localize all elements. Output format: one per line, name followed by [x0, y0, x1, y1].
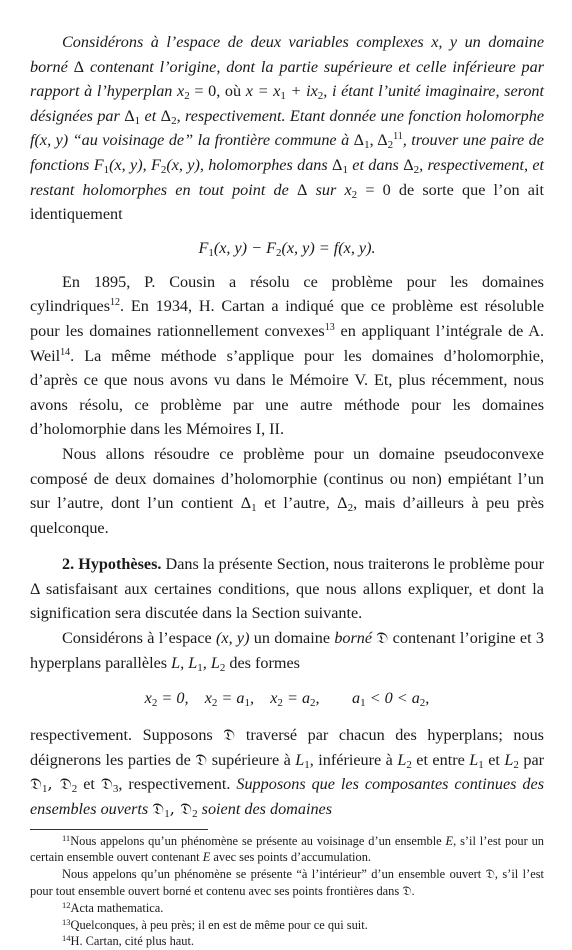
math: (x, y) − F	[213, 238, 276, 257]
text-run: ,	[323, 82, 332, 101]
text-run: un domaine borné	[30, 33, 545, 76]
subscript: 2	[275, 246, 282, 259]
text-run: avec ses points d’accumulation.	[210, 850, 371, 865]
math: E	[445, 833, 454, 848]
text-run: sur	[307, 180, 345, 199]
math: x	[144, 689, 152, 708]
footnote-14	[30, 933, 544, 950]
text-run: étant l’unité imaginaire, seront désignées par	[30, 82, 545, 125]
emphasis: Supposons que les composantes continues des ensembles ouverts	[30, 775, 544, 819]
math: (x, y)	[166, 155, 200, 174]
subscript: 2	[513, 758, 519, 771]
math: = 0, x	[157, 689, 212, 708]
section-heading: 2. Hypothèses.	[62, 555, 162, 574]
math: , a	[315, 689, 361, 708]
subscript: 1	[134, 114, 141, 127]
math: L, L	[171, 653, 198, 672]
math: Δ	[240, 494, 252, 513]
text-run: .	[411, 884, 415, 899]
footnote-11	[30, 833, 544, 867]
text-run: , holomorphes dans	[199, 155, 333, 174]
math: + ix	[285, 82, 318, 101]
math: (x, y) = f(x, y).	[281, 238, 376, 257]
fraktur-symbol: 𝔇	[485, 866, 495, 882]
fraktur-symbol: 𝔇	[30, 774, 43, 794]
text-run: Nous appelons qu’un phénomène se présente “à l’intérieur” d’un ensemble ouvert	[62, 867, 486, 882]
text-run: en appliquant l’intégrale de A. Weil	[30, 321, 544, 365]
math: F	[198, 238, 209, 257]
math: = a	[282, 689, 311, 708]
subscript: 1	[42, 783, 48, 796]
subscript: 1	[342, 163, 348, 176]
subscript: 2	[347, 502, 354, 515]
math: ,	[425, 689, 430, 708]
subscript: 1	[364, 139, 370, 152]
paragraph-parts	[30, 723, 544, 821]
emphasis: borné	[334, 629, 373, 648]
math: , Δ	[369, 131, 388, 150]
math: F	[93, 155, 104, 174]
math: x = x	[245, 82, 281, 101]
math: Δ	[353, 131, 365, 150]
equation-1	[30, 235, 544, 261]
text-run: Considérons à l’espace	[62, 629, 217, 648]
subscript: 2	[160, 163, 167, 176]
subscript: 2	[192, 808, 198, 821]
footnote-number: 12	[62, 899, 71, 910]
text-run: Considérons à l’espace de deux variables complexes	[62, 33, 432, 51]
subscript: 1	[251, 502, 257, 515]
math: < 0 < a	[365, 689, 420, 708]
footnote-number: 14	[62, 933, 71, 944]
text-run: supérieure à	[207, 750, 296, 769]
math: Δ	[124, 106, 135, 125]
subscript: 2	[419, 697, 426, 710]
subscript: 2	[310, 697, 316, 710]
text-run: , respectivement, et restant holomorphes en tout point de	[30, 155, 545, 199]
fraktur-symbol: , 𝔇	[47, 774, 72, 794]
subscript: 2	[171, 114, 177, 127]
paragraph-history	[30, 270, 544, 442]
text-run: Nous appelons qu’un phénomène se présente au voisinage d’un ensemble	[70, 833, 446, 848]
text-run: Quelconques, à peu près; il en est de même pour ce qui suit.	[70, 917, 368, 932]
subscript: 2	[387, 139, 394, 152]
text-run: , trouver une paire de fonctions	[30, 131, 544, 174]
footnote-ref-14[interactable]: 14	[60, 346, 71, 358]
subscript: 2	[184, 90, 190, 103]
subscript: 2	[351, 188, 358, 201]
footnote-12	[30, 900, 544, 917]
text-run: . En 1934, H. Cartan a indiqué que ce problème est résoluble pour les domaines rationnellement convexes	[30, 297, 544, 340]
text-run: par	[518, 750, 545, 769]
text-run: contenant l’origine et 3 hyperplans parallèles	[30, 629, 544, 672]
subscript: 2	[151, 697, 158, 710]
text-run: , mais d’ailleurs à peu près quelconque.	[30, 494, 544, 537]
math: Δ	[30, 579, 40, 598]
math: (x, y)	[216, 629, 250, 648]
fraktur-symbol: 𝔇	[376, 628, 389, 648]
math: L	[504, 750, 514, 769]
paragraph-goal	[30, 442, 544, 540]
math: x	[344, 180, 352, 199]
math: Δ	[296, 180, 308, 199]
subscript: 1	[208, 246, 214, 259]
subscript: 2	[413, 163, 420, 176]
math: = a	[217, 689, 245, 708]
subscript: 2	[211, 697, 218, 710]
math: Δ	[332, 155, 343, 174]
math: E	[202, 850, 211, 865]
subscript: 1	[478, 758, 484, 771]
math: L	[469, 750, 479, 769]
text-run: Dans la présente Section, nous traiterons le problème pour	[161, 555, 544, 574]
text-run: = 0 de sorte que l’on ait identiquement	[30, 180, 544, 224]
text-run: des formes	[225, 653, 300, 672]
text-run: et dans	[347, 155, 404, 174]
text-run: , respectivement.	[118, 775, 237, 794]
subscript: 1	[244, 697, 250, 710]
subscript: 2	[317, 90, 324, 103]
math: , x	[250, 689, 278, 708]
subscript: 3	[112, 783, 119, 796]
text-run: , respectivement. Etant donnée une fonction holomorphe	[176, 106, 545, 125]
math: x, y	[431, 33, 458, 51]
text-run: et	[140, 106, 161, 125]
math: i	[331, 82, 337, 101]
text-run: En 1895, P. Cousin a résolu ce problème pour les domaines cylindriques	[30, 272, 544, 316]
text-run: et entre	[411, 750, 470, 769]
footnote-rule	[30, 829, 208, 830]
subscript: 2	[71, 783, 78, 796]
subscript: 1	[304, 758, 310, 771]
text-run: et l’autre,	[256, 494, 338, 513]
text-run: , s’il l’est pour un certain ensemble ouvert contenant	[30, 833, 544, 865]
text-run: . La même méthode s’applique pour les domaines d’holomorphie, d’après ce que nous avons vu dans le Mémoire V. Et, plus récemment, nous avons résolu, ce problème par une autre méthode pour les domaines d’holomorphie dans les Mémoires I, II.	[30, 346, 544, 439]
subscript: 1	[103, 163, 110, 176]
math: f(x, y)	[30, 131, 69, 150]
footnote-ref-12[interactable]: 12	[110, 297, 121, 309]
fraktur-symbol: 𝔇	[152, 799, 165, 819]
subscript: 2	[406, 758, 412, 771]
text-run: Acta mathematica.	[70, 900, 164, 915]
math: Δ	[73, 57, 85, 76]
emphasis: soient des domaines	[197, 800, 333, 819]
footnote-13	[30, 917, 544, 934]
equation-2	[30, 685, 544, 711]
math: Δ	[403, 155, 414, 174]
text-run: contenant l’origine, dont la partie supérieure et celle inférieure par rapport à l’hyperplan	[30, 57, 545, 101]
math: Δ	[337, 494, 348, 513]
footnote-number: 13	[62, 916, 71, 927]
subscript: 1	[280, 90, 286, 103]
subscript: 1	[197, 661, 203, 674]
text-run: , inférieure à	[309, 750, 398, 769]
math: x	[177, 82, 185, 101]
text-run: H. Cartan, cité plus haut.	[70, 934, 195, 949]
text-run: respectivement. Supposons	[30, 726, 224, 745]
subscript: 1	[164, 808, 170, 821]
fraktur-symbol: 𝔇	[223, 725, 236, 745]
problem-statement	[30, 30, 544, 227]
text-run: , s’il l’est pour tout ensemble ouvert borné et contenu avec ses points frontières dans	[30, 867, 544, 899]
section-2	[30, 552, 544, 626]
text-run: et	[77, 775, 101, 794]
footnotes	[30, 833, 544, 950]
subscript: 1	[360, 697, 366, 710]
fraktur-symbol: 𝔇	[100, 774, 113, 794]
text-run: Nous allons résoudre ce problème pour un domaine pseudoconvexe composé de deux domaines d’holomorphie (continus ou non) empiétant l’un sur l’autre, dont l’un contient	[30, 444, 544, 513]
text-run: satisfaisant aux certaines conditions, que nous allons expliquer, et dont la signification sera discutée dans la Section suivante.	[30, 579, 544, 623]
footnote-11-continued	[30, 866, 544, 900]
math: Δ	[160, 106, 172, 125]
text-run: et	[483, 750, 505, 769]
math: L	[295, 750, 305, 769]
fraktur-symbol: , 𝔇	[169, 799, 193, 819]
paragraph-hyperplanes	[30, 626, 544, 675]
text-run: “au voisinage de” la frontière commune à	[68, 131, 354, 150]
footnote-ref-11[interactable]: 11	[393, 131, 403, 143]
math: , L	[202, 653, 220, 672]
text-run: traversé par chacun des hyperplans; nous déignerons les parties de	[30, 726, 544, 769]
footnote-number: 11	[62, 832, 71, 843]
fraktur-symbol: 𝔇	[402, 883, 412, 899]
text-run: un domaine	[249, 629, 335, 648]
subscript: 2	[277, 697, 283, 710]
math: (x, y), F	[109, 155, 161, 174]
footnote-ref-13[interactable]: 13	[324, 321, 335, 333]
subscript: 2	[219, 661, 226, 674]
math: L	[397, 750, 407, 769]
fraktur-symbol: 𝔇	[195, 749, 208, 769]
text-run: = 0, où	[189, 82, 246, 101]
